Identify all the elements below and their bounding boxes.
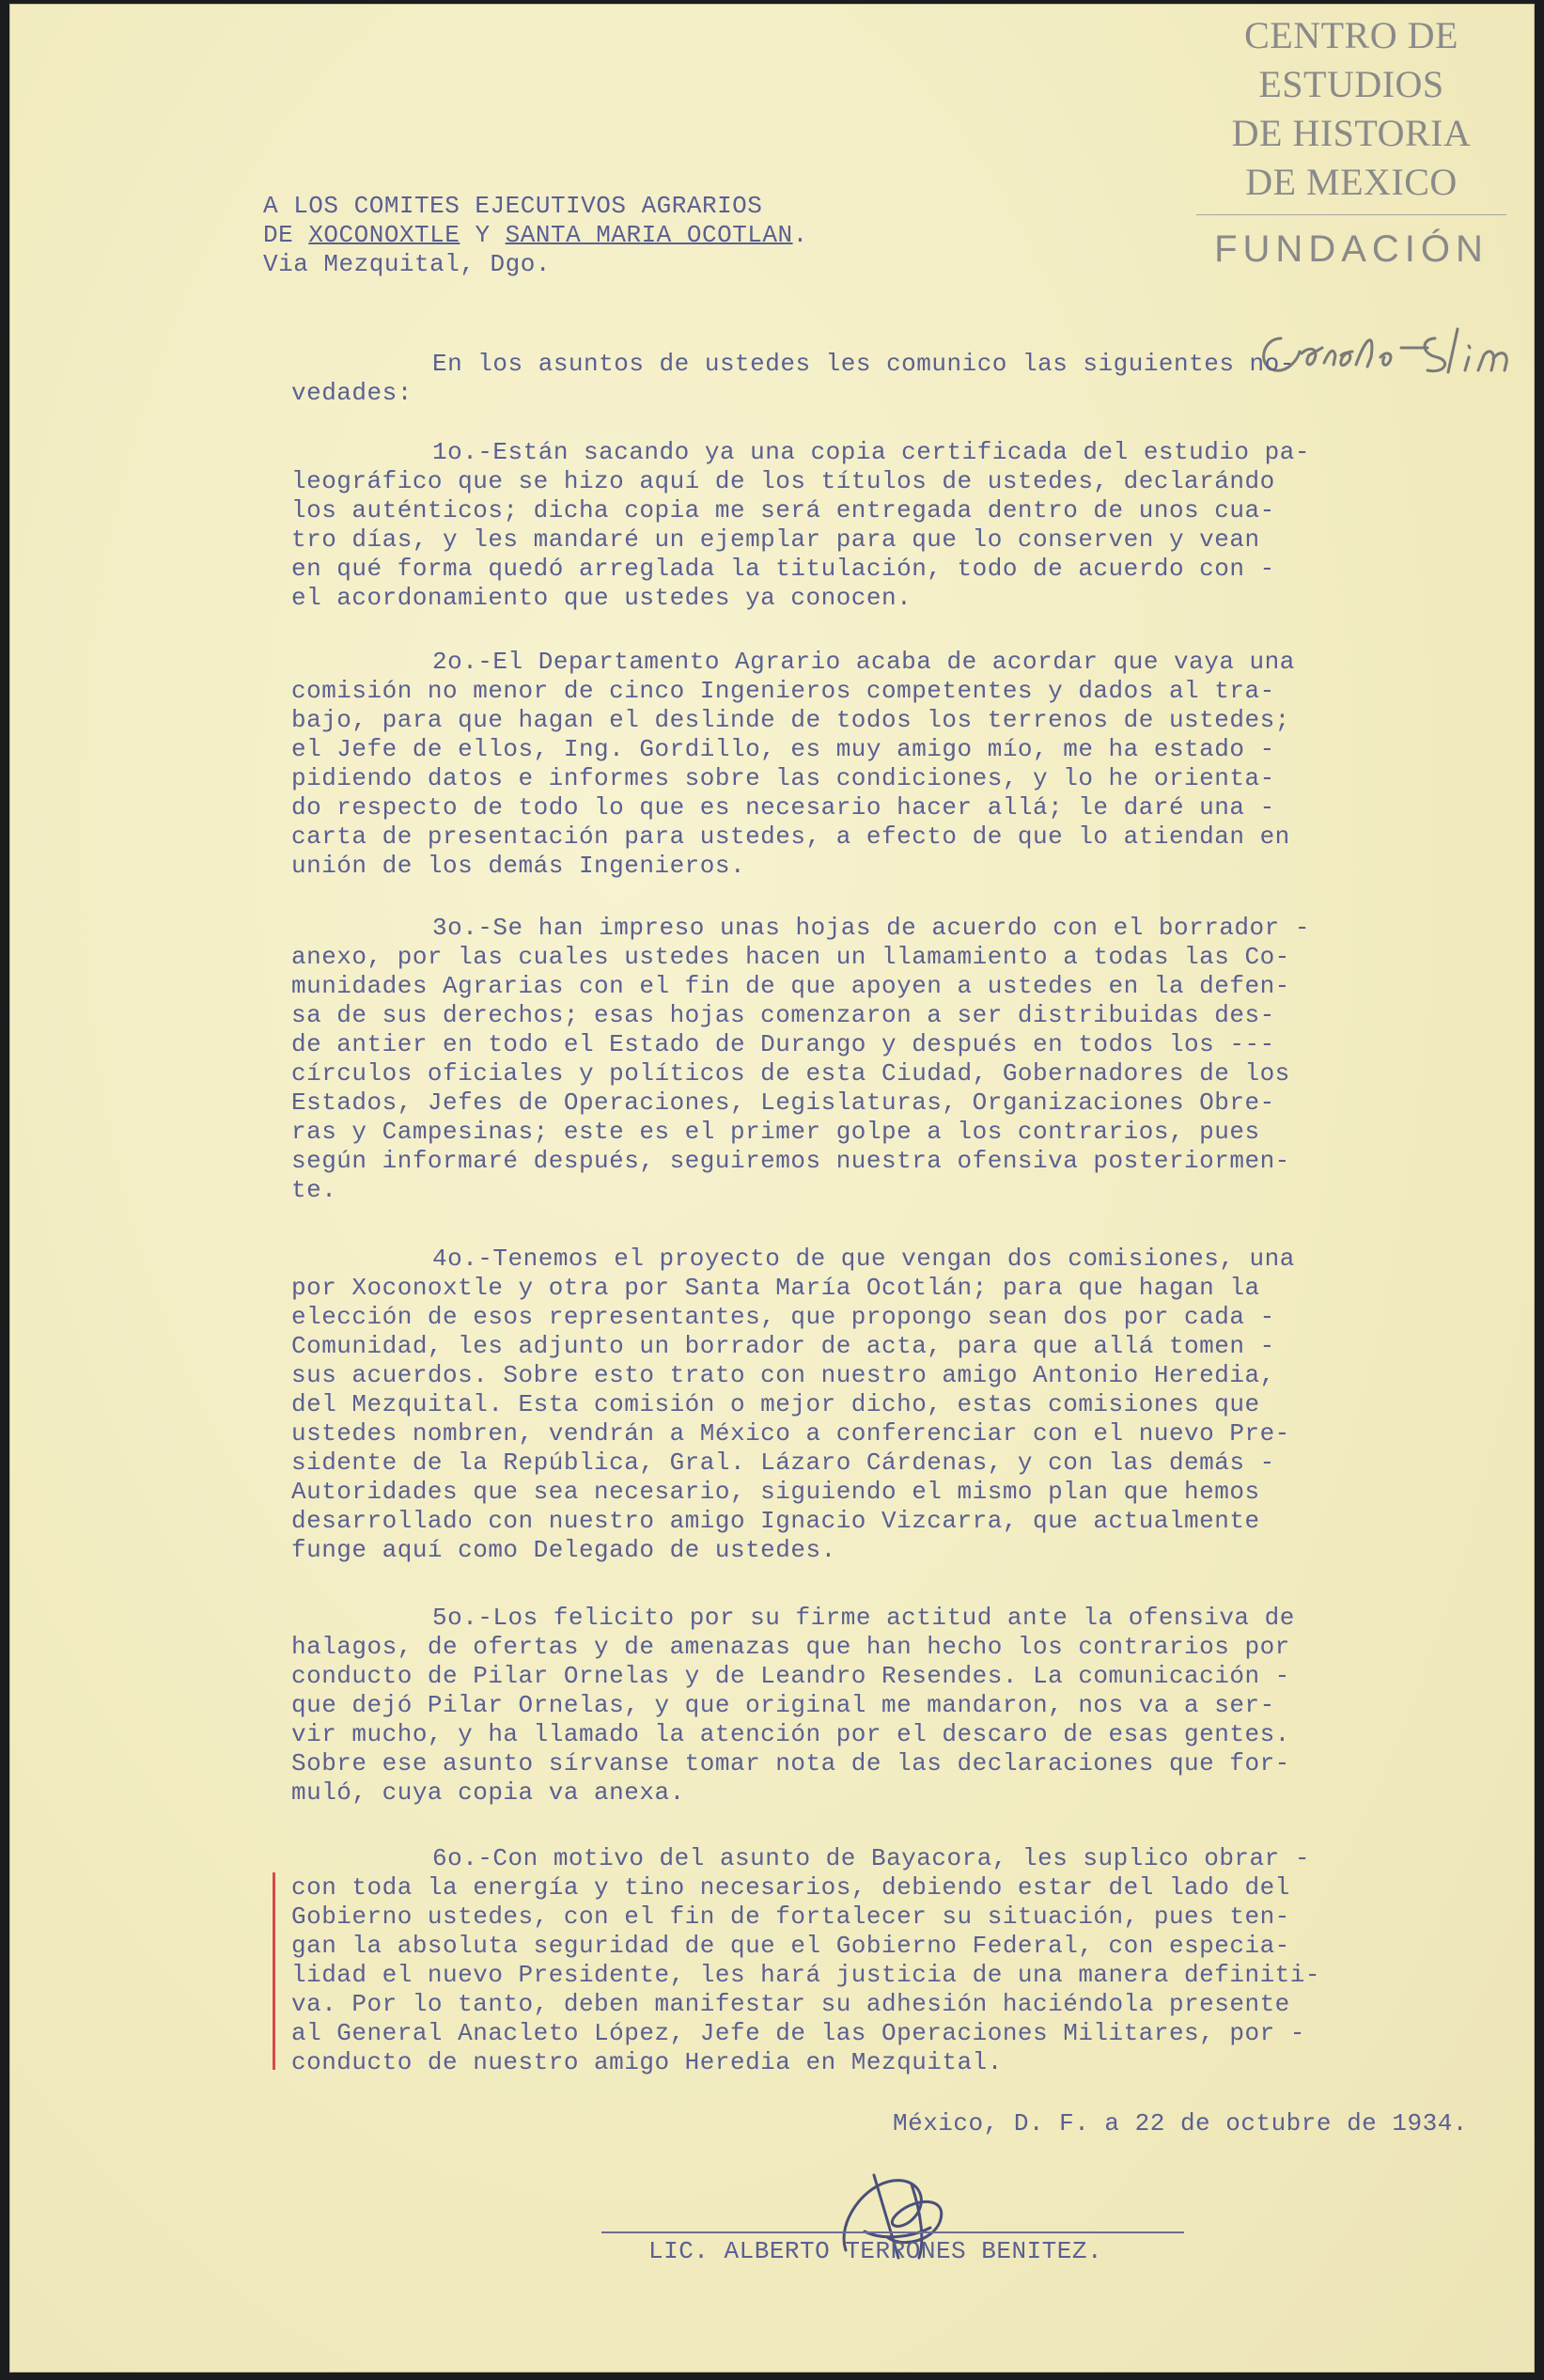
paragraph-line: al General Anacleto López, Jefe de las Operaciones Militares, por - xyxy=(291,2019,1305,2047)
watermark-line: CENTRO DE xyxy=(1244,14,1458,56)
intro-paragraph xyxy=(291,350,1295,408)
paragraph-line: carta de presentación para ustedes, a efecto de que lo atiendan en xyxy=(291,822,1290,851)
paragraph-line: tro días, y les mandaré un ejemplar para que lo conserven y vean xyxy=(291,525,1260,554)
paragraph-line: va. Por lo tanto, deben manifestar su adhesión haciéndola presente xyxy=(291,1990,1290,2018)
paragraph-line: funge aquí como Delegado de ustedes. xyxy=(291,1536,836,1564)
paragraph-line: munidades Agrarias con el fin de que apoyen a ustedes en la defen- xyxy=(291,972,1290,1000)
paragraph-line: 1o.-Están sacando ya una copia certificada del estudio pa- xyxy=(432,438,1310,466)
paragraph-line: 3o.-Se han impreso unas hojas de acuerdo con el borrador - xyxy=(432,914,1310,942)
signatory-name: LIC. ALBERTO TERRONES BENITEZ. xyxy=(648,2237,1103,2265)
paragraph-line: do respecto de todo lo que es necesario hacer allá; le daré una - xyxy=(291,793,1275,822)
document-page xyxy=(9,4,1535,2372)
paragraph-line: Estados, Jefes de Operaciones, Legislaturas, Organizaciones Obre- xyxy=(291,1088,1275,1117)
margin-red-mark xyxy=(273,1872,275,2070)
paragraph-line: unión de los demás Ingenieros. xyxy=(291,852,746,880)
paragraph-line: en qué forma quedó arreglada la titulación, todo de acuerdo con - xyxy=(291,555,1275,583)
paragraph-line: de antier en todo el Estado de Durango y después en todos los --- xyxy=(291,1030,1275,1058)
paragraph-2 xyxy=(291,648,1485,881)
signature-line xyxy=(601,2231,1184,2233)
paragraph-line: 2o.-El Departamento Agrario acaba de acordar que vaya una xyxy=(432,648,1295,676)
paragraph-line: el Jefe de ellos, Ing. Gordillo, es muy amigo mío, me ha estado - xyxy=(291,735,1275,763)
address-block xyxy=(263,192,1109,279)
paragraph-line: círculos oficiales y políticos de esta Ciudad, Gobernadores de los xyxy=(291,1059,1290,1088)
paragraph-line: del Mezquital. Esta comisión o mejor dicho, estas comisiones que xyxy=(291,1390,1260,1418)
paragraph-6 xyxy=(291,1844,1485,2077)
watermark-line: DE HISTORIA xyxy=(1231,112,1472,154)
paragraph-line: 5o.-Los felicito por su firme actitud ante la ofensiva de xyxy=(432,1604,1295,1632)
paragraph-line: Autoridades que sea necesario, siguiendo el mismo plan que hemos xyxy=(291,1478,1260,1506)
paragraph-line: Comunidad, les adjunto un borrador de acta, para que allá tomen - xyxy=(291,1332,1275,1360)
paragraph-line: según informaré después, seguiremos nuestra ofensiva posteriormen- xyxy=(291,1147,1290,1175)
paragraph-line: muló, cuya copia va anexa. xyxy=(291,1778,685,1807)
paragraph-line: el acordonamiento que ustedes ya conocen. xyxy=(291,584,912,612)
paragraph-line: 4o.-Tenemos el proyecto de que vengan dos comisiones, una xyxy=(432,1245,1295,1273)
paragraph-line: leográfico que se hizo aquí de los títulos de ustedes, declarándo xyxy=(291,467,1275,495)
paragraph-line: sidente de la República, Gral. Lázaro Cárdenas, y con las demás - xyxy=(291,1448,1275,1477)
paragraph-line: desarrollado con nuestro amigo Ignacio Vizcarra, que actualmente xyxy=(291,1507,1260,1535)
paragraph-line: lidad el nuevo Presidente, les hará justicia de una manera definiti- xyxy=(291,1961,1320,1989)
paragraph-line: te. xyxy=(291,1176,337,1204)
date-line: México, D. F. a 22 de octubre de 1934. xyxy=(893,2109,1468,2137)
paragraph-line: bajo, para que hagan el deslinde de todos los terrenos de ustedes; xyxy=(291,706,1290,734)
address-period: . xyxy=(792,221,808,249)
paragraph-line: sa de sus derechos; esas hojas comenzaron a ser distribuidas des- xyxy=(291,1001,1275,1029)
watermark-line: ESTUDIOS xyxy=(1258,63,1444,105)
paragraph-4 xyxy=(291,1245,1485,1565)
watermark-line: DE MEXICO xyxy=(1245,161,1458,203)
paragraph-line: por Xoconoxtle y otra por Santa María Ocotlán; para que hagan la xyxy=(291,1274,1260,1302)
paragraph-line: ras y Campesinas; este es el primer golpe a los contrarios, pues xyxy=(291,1118,1260,1146)
paragraph-line: gan la absoluta seguridad de que el Gobierno Federal, con especia- xyxy=(291,1932,1290,1960)
address-prefix: DE xyxy=(263,221,309,249)
paragraph-line: Gobierno ustedes, con el fin de fortalecer su situación, pues ten- xyxy=(291,1902,1290,1931)
paragraph-line: 6o.-Con motivo del asunto de Bayacora, les suplico obrar - xyxy=(432,1844,1310,1872)
paragraph-line: elección de esos representantes, que propongo sean dos por cada - xyxy=(291,1303,1275,1331)
paragraph-line: pidiendo datos e informes sobre las condiciones, y lo he orienta- xyxy=(291,764,1275,792)
address-conjunction: Y xyxy=(460,221,506,249)
paragraph-line: vir mucho, y ha llamado la atención por el descaro de esas gentes. xyxy=(291,1720,1290,1748)
paragraph-line: los auténticos; dicha copia me será entregada dentro de unos cua- xyxy=(291,496,1275,525)
paragraph-line: conducto de Pilar Ornelas y de Leandro Resendes. La comunicación - xyxy=(291,1662,1290,1690)
archive-watermark xyxy=(1196,11,1506,274)
paragraph-line: conducto de nuestro amigo Heredia en Mezquital. xyxy=(291,2048,1003,2076)
paragraph-line: con toda la energía y tino necesarios, debiendo estar del lado del xyxy=(291,1873,1290,1902)
paragraph-line: anexo, por las cuales ustedes hacen un llamamiento a todas las Co- xyxy=(291,943,1290,971)
address-line-2 xyxy=(263,221,1109,250)
watermark-rule xyxy=(1196,214,1506,215)
paragraph-line: halagos, de ofertas y de amenazas que han hecho los contrarios por xyxy=(291,1633,1290,1661)
paragraph-line: ustedes nombren, vendrán a México a conferenciar con el nuevo Pre- xyxy=(291,1419,1290,1448)
address-line-1: A LOS COMITES EJECUTIVOS AGRARIOS xyxy=(263,192,763,220)
watermark-foundation: FUNDACIÓN xyxy=(1214,228,1489,270)
community-name-xoconoxtle: XOCONOXTLE xyxy=(308,221,460,249)
paragraph-line: sus acuerdos. Sobre esto trato con nuestro amigo Antonio Heredia, xyxy=(291,1361,1275,1389)
paragraph-line: que dejó Pilar Ornelas, y que original me mandaron, nos va a ser- xyxy=(291,1691,1275,1719)
community-name-ocotlan: SANTA MARIA OCOTLAN xyxy=(505,221,793,249)
paragraph-5 xyxy=(291,1604,1485,1808)
paragraph-3 xyxy=(291,914,1485,1205)
address-line-3: Via Mezquital, Dgo. xyxy=(263,250,551,278)
paragraph-1 xyxy=(291,438,1485,613)
paragraph-line: comisión no menor de cinco Ingenieros competentes y dados al tra- xyxy=(291,677,1275,705)
paragraph-line: Sobre ese asunto sírvanse tomar nota de las declaraciones que for- xyxy=(291,1749,1290,1777)
intro-line: vedades: xyxy=(291,379,413,407)
intro-line: En los asuntos de ustedes les comunico las siguientes no- xyxy=(432,350,1295,378)
